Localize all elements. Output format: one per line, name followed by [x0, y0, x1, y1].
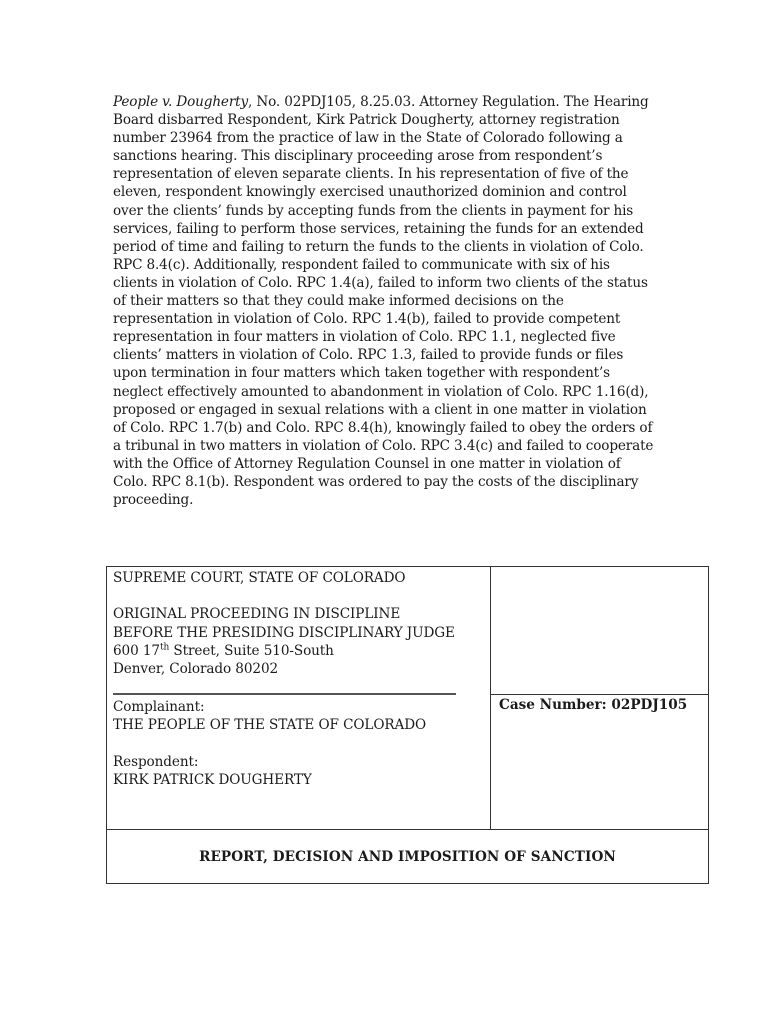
proceeding-line-1: ORIGINAL PROCEEDING IN DISCIPLINE	[113, 606, 401, 623]
case-summary	[113, 93, 658, 509]
case-citation: , No. 02PDJ105, 8.25.03. Attorney Regulation.	[248, 94, 560, 110]
parties-block	[113, 698, 426, 789]
court-address	[113, 642, 455, 660]
proceeding-line-2: BEFORE THE PRESIDING DISCIPLINARY JUDGE	[113, 624, 455, 641]
address-suffix: th	[159, 642, 170, 653]
court-block	[113, 569, 455, 678]
respondent-name: KIRK PATRICK DOUGHERTY	[113, 771, 312, 788]
caption-horizontal-divider	[107, 829, 708, 830]
court-name: SUPREME COURT, STATE OF COLORADO	[113, 570, 406, 586]
case-number-divider	[491, 694, 709, 695]
address-number: 600 17	[113, 642, 160, 659]
complainant-label: Complainant:	[113, 699, 205, 715]
address-street: Street, Suite 510-South	[169, 642, 334, 659]
respondent-label: Respondent:	[113, 753, 199, 770]
case-number: Case Number: 02PDJ105	[499, 697, 688, 713]
summary-body: The Hearing Board disbarred Respondent, Kirk Patrick Dougherty, attorney registration number 23964 from the practice of law in the State of Colorado following a sanctions hearing. This disciplinary proceeding arose from respondent’s representation of eleven separate clients. In his representation of five of the eleven, respondent knowingly exercised unauthorized dominion and control over the clients’ funds by accepting funds from the clients in payment for his services, failing to perform those services, retaining the funds for an extended period of time and failing to return the funds to the clients in violation of Colo. RPC 8.4(c). Additionally, respondent failed to communicate with six of his clients in violation of Colo. RPC 1.4(a), failed to inform two clients of the status of their matters so that they could make informed decisions on the representation in violation of Colo. RPC 1.4(b), failed to provide competent representation in four matters in violation of Colo. RPC 1.1, neglected five clients’ matters in violation of Colo. RPC 1.3, failed to provide funds or files upon termination in four matters which taken together with respondent’s neglect effectively amounted to abandonment in violation of Colo. RPC 1.16(d), proposed or engaged in sexual relations with a client in one matter in violation of Colo. RPC 1.7(b) and Colo. RPC 8.4(h), knowingly failed to obey the orders of a tribunal in two matters in violation of Colo. RPC 3.4(c) and failed to cooperate with the Office of Attorney Regulation Counsel in one matter in violation of Colo. RPC 8.1(b). Respondent was ordered to pay the costs of the disciplinary proceeding.	[113, 94, 654, 509]
caption-vertical-divider	[490, 567, 491, 829]
case-name: People v. Dougherty	[113, 94, 249, 110]
court-city: Denver, Colorado 80202	[113, 661, 279, 677]
case-caption-table	[106, 566, 709, 884]
complainant-name: THE PEOPLE OF THE STATE OF COLORADO	[113, 717, 427, 734]
document-title: REPORT, DECISION AND IMPOSITION OF SANCTION	[199, 849, 616, 865]
parties-divider	[113, 693, 456, 695]
